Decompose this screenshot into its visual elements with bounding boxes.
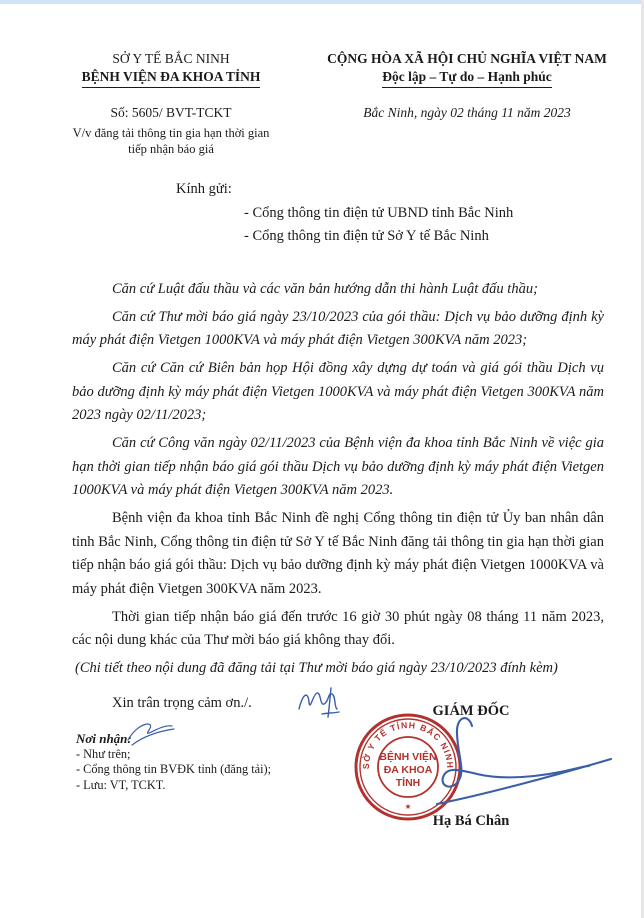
seal-center-line: BỆNH VIỆN (379, 751, 437, 763)
document-subject (38, 125, 304, 157)
closing-text: Xin trân trọng cảm ơn./. (112, 695, 252, 711)
org-name: BỆNH VIỆN ĐA KHOA TỈNH (82, 68, 261, 88)
recipient-line: - Cổng thông tin điện tử UBND tỉnh Bắc Ninh (244, 204, 514, 221)
deadline-paragraph: Thời gian tiếp nhận báo giá đến trước 16 giờ 30 phút ngày 08 tháng 11 năm 2023, các nội dung khác của Thư mời báo giá không thay đổi. (72, 608, 604, 648)
legal-basis-paragraph: Căn cứ Thư mời báo giá ngày 23/10/2023 của gói thầu: Dịch vụ bảo dưỡng định kỳ máy phát điện Vietgen 1000KVA và máy phát điện Vietgen 300KVA năm 2023; (72, 308, 604, 348)
legal-basis-paragraph: Căn cứ Công văn ngày 02/11/2023 của Bệnh viện đa khoa tỉnh Bắc Ninh về việc gia hạn thời gian tiếp nhận báo giá gói thầu Dịch vụ bảo dưỡng định kỳ máy phát điện Vietgen 1000KVA và máy phát điện Vietgen 300KVA năm 2023. (72, 435, 604, 498)
noi-nhan-item: - Như trên; (76, 746, 131, 761)
legal-basis-paragraph: Căn cứ Căn cứ Biên bản họp Hội đồng xây dựng dự toán và giá gói thầu Dịch vụ bảo dưỡng định kỳ máy phát điện Vietgen 1000KVA và máy phát điện Vietgen 300KVA năm 2023 ngày 02/11/2023; (72, 360, 604, 423)
subject-line-2: tiếp nhận báo giá (128, 142, 214, 156)
window-top-edge-strip (0, 0, 644, 4)
initial-signature-scribble (256, 685, 342, 728)
recipient-line: - Cổng thông tin điện tử Sở Y tế Bắc Ninh (244, 228, 489, 244)
noi-nhan-item: - Lưu: VT, TCKT. (76, 777, 166, 792)
pen-scribble (124, 718, 178, 755)
attachment-note: (Chi tiết theo nội dung đã đăng tải tại Thư mời báo giá ngày 23/10/2023 đính kèm) (75, 660, 558, 676)
noi-nhan-item: - Cổng thông tin BVĐK tỉnh (đăng tải); (76, 762, 272, 776)
national-title: CỘNG HÒA XÃ HỘI CHỦ NGHĨA VIỆT NAM (327, 51, 607, 66)
noi-nhan-label: Nơi nhận: (76, 731, 132, 746)
director-ink-signature (420, 712, 616, 821)
document-body (72, 178, 604, 728)
national-header-block (306, 50, 628, 122)
parent-org-name: SỞ Y TẾ BẮC NINH (112, 51, 230, 66)
signer-name: Hạ Bá Chân (432, 813, 510, 829)
document-number: Số: 5605/ BVT-TCKT (110, 105, 232, 120)
subject-line-1: V/v đăng tải thông tin gia hạn thời gian (72, 126, 270, 140)
salutation-label: Kính gửi: (176, 181, 232, 197)
seal-star: ★ (404, 802, 412, 811)
national-motto: Độc lập – Tự do – Hạnh phúc (382, 68, 552, 88)
place-and-date: Bắc Ninh, ngày 02 tháng 11 năm 2023 (363, 105, 571, 120)
legal-basis-paragraph: Căn cứ Luật đấu thầu và các văn bản hướng dẫn thi hành Luật đấu thầu; (112, 280, 538, 297)
issuing-org-block (38, 50, 304, 157)
seal-ring-text: SỞ Y TẾ TỈNH BẮC NINH (360, 719, 456, 770)
seal-center-line: TỈNH (395, 777, 421, 789)
seal-center-line: ĐA KHOA (383, 764, 433, 776)
request-paragraph: Bệnh viện đa khoa tỉnh Bắc Ninh đề nghị Cổng thông tin điện tử Ủy ban nhân dân tỉnh Bắc Ninh, Cổng thông tin điện tử Sở Y tế Bắc Ninh đăng tải thông tin gia hạn thời gian tiếp nhận báo giá gói thầu: Dịch vụ bảo dưỡng định kỳ máy phát điện Vietgen 1000KVA và máy phát điện Vietgen 300KVA năm 2023. (72, 510, 604, 597)
signer-position-title: GIÁM ĐỐC (432, 703, 510, 719)
